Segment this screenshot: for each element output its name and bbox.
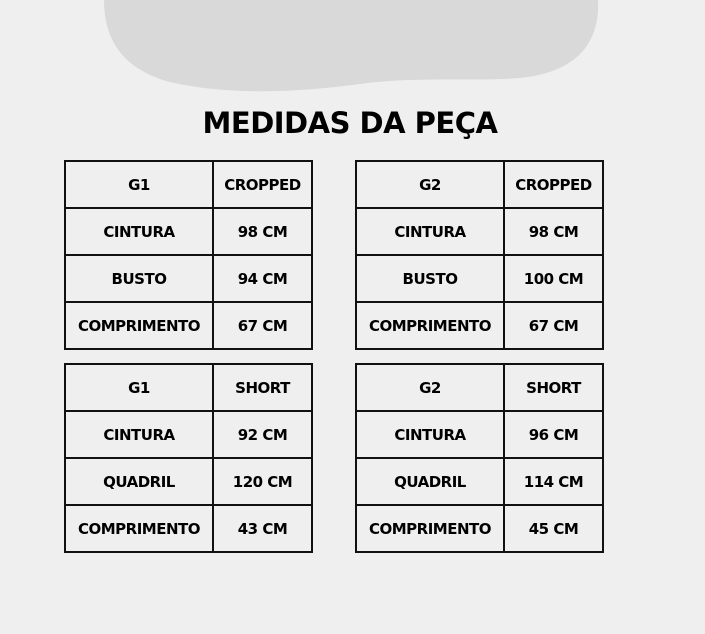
measure-label: BUSTO bbox=[356, 255, 504, 302]
measure-label: QUADRIL bbox=[65, 458, 213, 505]
table-header-piece: SHORT bbox=[213, 364, 312, 411]
measure-value: 45 CM bbox=[504, 505, 603, 552]
table-row bbox=[356, 458, 603, 505]
measure-value: 92 CM bbox=[213, 411, 312, 458]
page-title: MEDIDAS DA PEÇA bbox=[202, 106, 498, 140]
measure-label: COMPRIMENTO bbox=[356, 302, 504, 349]
measure-label: CINTURA bbox=[65, 208, 213, 255]
measure-value: 67 CM bbox=[504, 302, 603, 349]
table-row bbox=[65, 208, 312, 255]
measure-value: 98 CM bbox=[504, 208, 603, 255]
table-header-piece: CROPPED bbox=[504, 161, 603, 208]
table-row bbox=[356, 302, 603, 349]
table-row bbox=[65, 458, 312, 505]
table-header-size: G2 bbox=[356, 364, 504, 411]
size-table-g2-short bbox=[355, 363, 604, 553]
measure-label: BUSTO bbox=[65, 255, 213, 302]
table-header-row bbox=[356, 161, 603, 208]
table-header-row bbox=[65, 161, 312, 208]
measure-value: 43 CM bbox=[213, 505, 312, 552]
size-table-g1-short bbox=[64, 363, 313, 553]
table-row bbox=[356, 505, 603, 552]
measure-value: 98 CM bbox=[213, 208, 312, 255]
table-header-size: G1 bbox=[65, 364, 213, 411]
measure-value: 94 CM bbox=[213, 255, 312, 302]
table-row bbox=[65, 302, 312, 349]
measure-value: 114 CM bbox=[504, 458, 603, 505]
table-header-row bbox=[65, 364, 312, 411]
decorative-blob-shape bbox=[0, 0, 705, 110]
table-header-piece: SHORT bbox=[504, 364, 603, 411]
measure-label: COMPRIMENTO bbox=[65, 302, 213, 349]
table-row bbox=[65, 505, 312, 552]
table-header-size: G1 bbox=[65, 161, 213, 208]
measure-value: 67 CM bbox=[213, 302, 312, 349]
table-header-row bbox=[356, 364, 603, 411]
measure-value: 96 CM bbox=[504, 411, 603, 458]
measure-label: COMPRIMENTO bbox=[65, 505, 213, 552]
table-row bbox=[65, 255, 312, 302]
measure-value: 100 CM bbox=[504, 255, 603, 302]
measure-value: 120 CM bbox=[213, 458, 312, 505]
table-row bbox=[356, 411, 603, 458]
size-table-g1-cropped bbox=[64, 160, 313, 350]
measure-label: COMPRIMENTO bbox=[356, 505, 504, 552]
measure-label: CINTURA bbox=[65, 411, 213, 458]
table-row bbox=[356, 208, 603, 255]
table-header-size: G2 bbox=[356, 161, 504, 208]
table-row bbox=[65, 411, 312, 458]
table-header-piece: CROPPED bbox=[213, 161, 312, 208]
measure-label: QUADRIL bbox=[356, 458, 504, 505]
measure-label: CINTURA bbox=[356, 411, 504, 458]
table-row bbox=[356, 255, 603, 302]
measure-label: CINTURA bbox=[356, 208, 504, 255]
size-table-g2-cropped bbox=[355, 160, 604, 350]
